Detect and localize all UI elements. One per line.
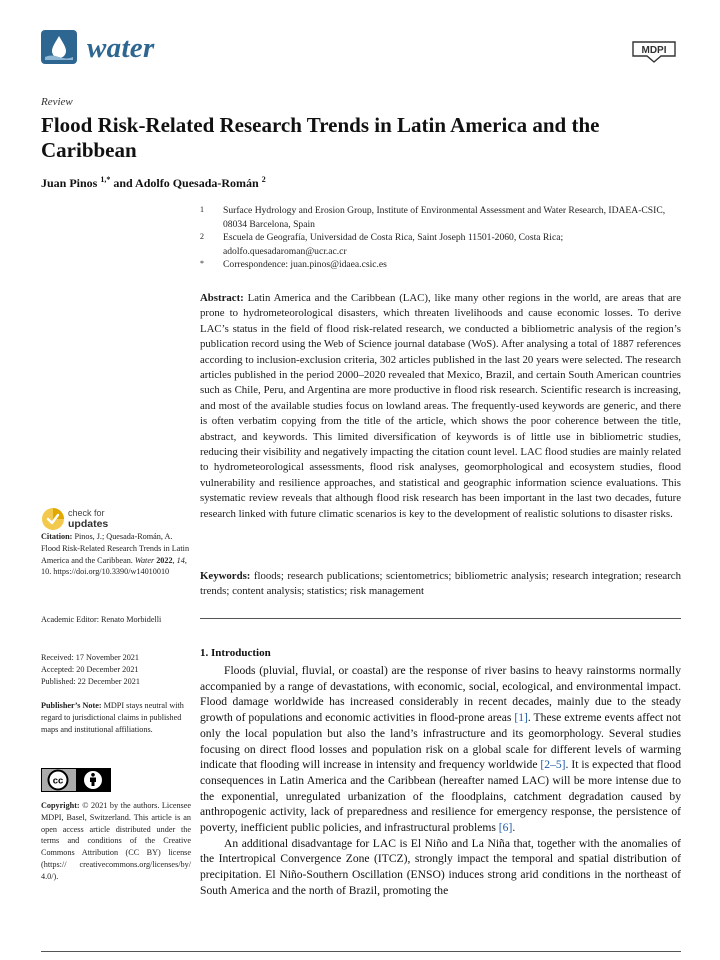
cc-by-icon xyxy=(41,768,111,792)
introduction-body xyxy=(200,663,681,899)
citation-block: Citation: Pinos, J.; Quesada-Román, A. Flood Risk-Related Research Trends in Latin America and the Caribbean. Water 2022, 14, 10. https://doi.org/10.3390/w14010010 xyxy=(41,532,190,577)
paragraph xyxy=(200,663,681,836)
abstract-label: Abstract: xyxy=(200,292,244,304)
citation-link[interactable]: [1] xyxy=(514,711,528,725)
footer-divider xyxy=(41,951,681,952)
academic-editor: Academic Editor: Renato Morbidelli xyxy=(41,615,162,624)
section-divider xyxy=(200,618,681,619)
paragraph-text: Floods (pluvial, fluvial, or coastal) are the response of river basins to heavy rainstorms normally accompanied by a range of devastations, with economic, social, ecological, and environmental impact. Flood damage worldwide has increased considerably in recent decades, mainly due to the steady growth of populations and economic activities in flood-prone areas xyxy=(200,664,681,725)
author-1-affiliation-mark: 1,* xyxy=(100,175,111,184)
correspondence-mark: * xyxy=(200,259,204,268)
article-type: Review xyxy=(41,96,73,108)
citation-year: 2022 xyxy=(156,555,173,565)
mdpi-logo xyxy=(629,40,679,64)
paragraph-text: . These extreme events affect not only the local population but also the land’s infrastructure and its geomorphology. Several studies focusing on direct flood losses and population risk on a global scale for different levels of warming indicate that flooding will increase in intensity and frequency worldwide xyxy=(200,711,681,772)
citation-link[interactable]: [6] xyxy=(498,821,513,835)
abstract-text: Latin America and the Caribbean (LAC), like many other regions in the world, are areas that are prone to hydrometeorological disasters, which threaten livelihoods and cause economic losses. To derive LAC’s status in the field of flood risk-related research, we conducted a bibliometric analysis of the region’s publication record using the Web of Science journal database (WoS). After analysing a total of 1887 references according to inclusion-exclusion criteria, 302 articles published in the last 20 years were selected. The research articles published in the period 2000–2020 revealed that Mexico, Brazil, and certain South American countries such as Chile, Peru, and Argentina are more productive in flood risk research. Scientific research is increasing, and most of the available studies focus on lowland areas. The frequently-used keywords are generic, and there is often verbatim copying from the title of the article, which shows the poor coherence between the title, abstract, and keywords. This limited diversification of keywords is of little use in bibliometric studies, reducing their visibility and negatively impacting the citation count level. LAC flood studies are mainly related to hydrometeorological assessments, flood risk analyses, geomorphological and ecosystem studies, flood vulnerability and resilience approaches, and statistical and geographic information science evaluations. This systematic review reveals that although flood risk research has been important in the last two decades, future research linked with future climatic scenarios is key to the development of realistic solutions to disaster risks. xyxy=(200,292,681,520)
citation-label: Citation: xyxy=(41,532,73,541)
section-heading: 1. Introduction xyxy=(200,647,271,659)
received-date: Received: 17 November 2021 xyxy=(41,653,139,662)
affiliations xyxy=(200,204,680,272)
affiliation-text: Escuela de Geografía, Universidad de Costa Rica, Saint Joseph 11501-2060, Costa Rica; adolfo.quesadaroman@ucr.ac.cr xyxy=(223,232,564,257)
article-title: Flood Risk-Related Research Trends in Latin America and the Caribbean xyxy=(41,113,600,162)
author-2-name: and Adolfo Quesada-Román xyxy=(110,176,262,190)
abstract xyxy=(200,291,681,522)
keywords xyxy=(200,569,681,600)
journal-logo xyxy=(41,30,191,70)
correspondence-text: Correspondence: juan.pinos@idaea.csic.es xyxy=(223,259,387,270)
correspondence-item xyxy=(200,258,680,272)
affiliation-text: Surface Hydrology and Erosion Group, Institute of Environmental Assessment and Water Research, IDAEA-CSIC, 08034 Barcelona, Spain xyxy=(223,205,666,230)
affiliation-mark: 1 xyxy=(200,205,204,214)
keywords-label: Keywords: xyxy=(200,570,251,582)
cc-by-license-badge[interactable] xyxy=(41,768,111,792)
affiliation-mark: 2 xyxy=(200,232,204,241)
citation-text: Pinos, J.; Quesada-Román, A. Flood Risk-Related Research Trends in Latin America and the Caribbean. xyxy=(41,532,190,565)
published-date: Published: 22 December 2021 xyxy=(41,676,140,686)
affiliation-item xyxy=(200,231,680,258)
check-updates-line2: updates xyxy=(68,518,109,530)
author-1-name: Juan Pinos xyxy=(41,176,101,190)
affiliation-item xyxy=(200,204,680,231)
water-drop-icon xyxy=(41,30,77,64)
mdpi-logo-icon xyxy=(629,40,679,64)
citation-journal: Water xyxy=(134,555,155,565)
copyright-label: Copyright: xyxy=(41,801,80,810)
check-for-updates-button[interactable] xyxy=(41,507,161,533)
publisher-note-text: MDPI stays neutral with regard to jurisdictional claims in published maps and institutional affiliations. xyxy=(41,701,184,734)
keywords-text: floods; research publications; scientometrics; bibliometric analysis; research integration; research trends; content analysis; statistics; risk management xyxy=(200,570,682,598)
publisher-note xyxy=(41,700,191,735)
accepted-date: Accepted: 20 December 2021 xyxy=(41,664,139,674)
check-updates-icon xyxy=(41,507,65,531)
citation-link[interactable]: [2–5] xyxy=(540,758,566,772)
copyright-notice xyxy=(41,800,191,883)
check-updates-label xyxy=(68,508,108,530)
publisher-note-label: Publisher’s Note: xyxy=(41,701,102,710)
author-2-affiliation-mark: 2 xyxy=(261,175,266,184)
publication-dates xyxy=(41,652,191,687)
paragraph-text: . It is expected that flood consequences in Latin America and the Caribbean (hereafter named LAC) will be more intense due to the exponential, unregulated urbanization of the floodplains, catchment degradation caused by anthropogenic activity, lack of preparedness and resilience for emergency response, the persistence of poverty, inefficient public policies, and infrastructural problems xyxy=(200,758,681,835)
mdpi-logo-text: MDPI xyxy=(641,45,667,56)
citation-doi[interactable]: , 10. https://doi.org/10.3390/w14010010 xyxy=(41,555,187,577)
check-updates-line1: check for xyxy=(68,508,105,518)
cc-text: cc xyxy=(52,775,64,787)
citation-volume: 14 xyxy=(176,555,185,565)
author-list xyxy=(41,175,266,191)
paragraph: An additional disadvantage for LAC is El Niño and La Niña that, together with the anomalies of the Intertropical Convergence Zone (ITCZ), strongly impact the temporal and spatial distribution of precipitation. El Niño-Southern Oscillation (ENSO) induces strong arid conditions in the northeast of South America and the north of Brazil, promoting the xyxy=(200,836,681,897)
copyright-text: © 2021 by the authors. Licensee MDPI, Basel, Switzerland. This article is an open access article distributed under the terms and conditions of the Creative Commons Attribution (CC BY) license (https:// creativecommons.org/licenses/by/ 4.0/). xyxy=(41,801,192,881)
journal-name: water xyxy=(87,32,155,64)
paragraph-text: . xyxy=(512,821,516,835)
